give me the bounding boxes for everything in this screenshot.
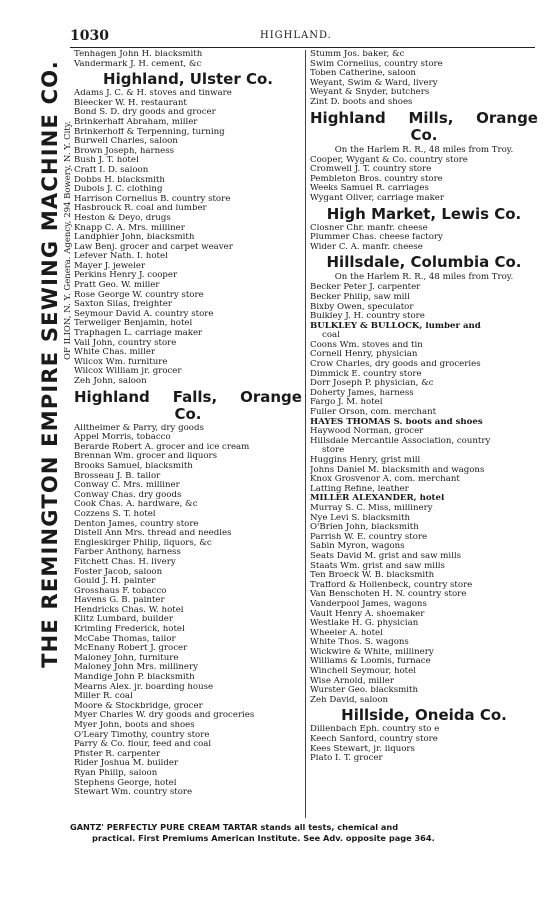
listing-entry: Maloney John, furniture xyxy=(74,653,179,663)
listing-entry-featured: MILLER ALEXANDER, hotel xyxy=(310,494,445,504)
listing-entry: Fargo J. M. hotel xyxy=(310,398,383,408)
listing-entry: Bush J. T. hotel xyxy=(74,156,139,166)
listing-entry: Vail John, country store xyxy=(74,338,177,348)
listing-entry: Wurster Geo. blacksmith xyxy=(310,686,419,696)
footer-line: GANTZ' PERFECTLY PURE CREAM TARTAR stands all tests, chemical and xyxy=(70,822,399,832)
listing-entry: Swim Cornelius, country store xyxy=(310,59,443,69)
listing-entry: Parry & Co. flour, feed and coal xyxy=(74,740,212,750)
section-heading-highland-mills-county: Co. xyxy=(410,125,438,144)
listing-entry: Conway Chas. dry goods xyxy=(74,490,182,500)
listing-entry: Ten Broeck W. B. blacksmith xyxy=(310,571,435,581)
section-heading-hillsdale: Hillsdale, Columbia Co. xyxy=(326,253,522,272)
listing-entry: Stephens George, hotel xyxy=(74,778,177,788)
listing-entry: Cooper, Wygant & Co. country store xyxy=(310,155,468,165)
listing-entry: Gould J. H. painter xyxy=(74,577,156,587)
listing-entry: Zint D. boots and shoes xyxy=(310,97,413,107)
section-heading-highland-mills xyxy=(310,109,538,128)
listing-entry: Appel Morris, tobacco xyxy=(74,433,171,443)
heading-word: Orange xyxy=(240,387,302,406)
listing-entry: Seymour David A. country store xyxy=(74,309,214,319)
listing-entry: Brinkerhaff Abraham, miller xyxy=(74,117,198,127)
listing-entry: Bulkley J. H. country store xyxy=(310,312,425,322)
listing-entry: Cornell Henry, physician xyxy=(310,350,418,360)
listing-entry: Cook Chas. A. hardware, &c xyxy=(74,500,198,510)
listing-entry: Becker Philip, saw mill xyxy=(310,292,410,302)
listing-entry: Adams J. C. & H. stoves and tinware xyxy=(74,89,232,99)
listing-entry: Krimling Frederick, hotel xyxy=(74,625,185,635)
listing-entry: White Chas. miller xyxy=(74,348,156,358)
section-heading-highland-ulster: Highland, Ulster Co. xyxy=(103,70,273,89)
listing-entry: Pembleton Bros. country store xyxy=(310,174,443,184)
section-heading-hillside: Hillside, Oneida Co. xyxy=(341,706,507,725)
listing-entry: Pfister R. carpenter xyxy=(74,749,161,759)
listing-entry: Myer Charles W. dry goods and groceries xyxy=(74,711,255,721)
listing-entry: Saxton Silas, freighter xyxy=(74,300,172,310)
listing-entry: Harrison Cornelius B. country store xyxy=(74,194,231,204)
section-subheading: On the Harlem R. R., 48 miles from Troy. xyxy=(334,272,514,283)
listing-entry: White Thos. S. wagons xyxy=(310,638,409,648)
listing-entry: Seats David M. grist and saw mills xyxy=(310,551,462,561)
listing-entry: Doherty James, harness xyxy=(310,388,414,398)
listing-entry: Berarde Robert A. grocer and ice cream xyxy=(74,442,250,452)
listing-entry: Plato I. T. grocer xyxy=(310,754,383,764)
column-divider xyxy=(305,50,306,818)
listing-entry: Wickwire & White, millinery xyxy=(310,647,434,657)
listing-entry: Zeh John, saloon xyxy=(74,377,147,386)
listing-entry-continued: coal xyxy=(322,331,340,341)
page-title: HIGHLAND. xyxy=(260,30,332,41)
listing-entry: Murray S. C. Miss, millinery xyxy=(310,503,433,513)
listing-entry: Sabin Myron, wagons xyxy=(310,542,405,552)
section-heading-highland-falls xyxy=(74,388,302,407)
listing-entry: Moore & Stockbridge, grocer xyxy=(74,701,203,711)
listing-entry: Wygant Oliver, carriage maker xyxy=(310,193,444,203)
listing-entry: Stumm Jos. baker, &c xyxy=(310,50,405,59)
listing-entry: Hillsdale Mercantile Association, country xyxy=(310,436,491,446)
listing-entry: Bixby Owen, speculator xyxy=(310,302,414,312)
listing-entry: Knapp C. A. Mrs. milliner xyxy=(74,223,185,233)
side-ad-agency: OF ILION, N. Y. Genera. Agency, 294 Bowery, N. Y. City. xyxy=(63,120,73,360)
listing-entry: Mayer J. jeweler xyxy=(74,261,146,271)
listing-entry: Zeh David, saloon xyxy=(310,695,389,705)
listing-entry: Wilcox William jr. grocer xyxy=(74,367,182,377)
listing-entry: Rose George W. country store xyxy=(74,290,204,300)
listing-entry: Toben Catherine, saloon xyxy=(310,69,416,79)
listing-entry: Mandige John P. blacksmith xyxy=(74,673,195,683)
listing-entry: Farber Anthony, harness xyxy=(74,548,181,558)
heading-word: Falls, xyxy=(172,387,218,406)
listing-entry-featured: HAYES THOMAS S. boots and shoes xyxy=(310,417,483,427)
heading-word: Orange xyxy=(476,108,538,127)
listing-entry: Haywood Norman, grocer xyxy=(310,427,424,437)
listing-entry: Mearns Alex. jr. boarding house xyxy=(74,682,214,692)
listing-entry: Dimmick E. country store xyxy=(310,369,422,379)
listing-entry: Westlake H. G. physician xyxy=(310,619,419,629)
listing-entry: Distell Ann Mrs. thread and needles xyxy=(74,529,232,539)
heading-word: Mills, xyxy=(408,108,454,127)
listing-entry: Terweliger Benjamin, hotel xyxy=(74,319,193,329)
listing-entry: Williams & Loomis, furnace xyxy=(310,657,431,667)
listing-entry: Law Benj. grocer and carpet weaver xyxy=(74,242,233,252)
listing-entry: Craft I. D. saloon xyxy=(74,165,149,175)
section-listings-highland-falls xyxy=(74,424,302,798)
listing-entry: Perkins Henry J. cooper xyxy=(74,271,178,281)
section-listings-highland-ulster xyxy=(74,89,302,386)
listing-entry: Wilcox Wm. furniture xyxy=(74,357,168,367)
right-column xyxy=(310,50,538,764)
listing-entry: Havens G. B. painter xyxy=(74,596,165,606)
listing-entry: Myer John, boots and shoes xyxy=(74,721,195,730)
page-header xyxy=(70,28,540,44)
left-column xyxy=(74,50,302,798)
listing-entry: Weyant & Snyder, butchers xyxy=(310,88,430,98)
listing-entry: Hasbrouck R. coal and lumber xyxy=(74,204,207,214)
page-number: 1030 xyxy=(70,28,109,44)
listing-entry: Wheeler A. hotel xyxy=(310,628,383,638)
listing-entry: Rider Joshua M. builder xyxy=(74,759,179,769)
listing-entry: Dobbs H. blacksmith xyxy=(74,175,165,185)
listing-entry: Denton James, country store xyxy=(74,519,199,529)
listing-entry: Conway C. Mrs. milliner xyxy=(74,481,180,491)
listing-entry: Keech Sanford, country store xyxy=(310,735,438,745)
listing-entry: Weyant, Swim & Ward, livery xyxy=(310,78,438,88)
header-rule xyxy=(70,47,535,48)
listing-entry: Coons Wm. stoves and tin xyxy=(310,340,423,350)
section-heading-high-market: High Market, Lewis Co. xyxy=(326,204,522,223)
listing-entry: Maloney John Mrs. millinery xyxy=(74,663,198,673)
listing-entry: Nye Levi S. blacksmith xyxy=(310,513,411,523)
listing-entry: Wise Arnold, miller xyxy=(310,676,394,686)
listing-entry: Brooks Samuel, blacksmith xyxy=(74,461,193,471)
listing-entry: Brennan Wm. grocer and liquors xyxy=(74,452,218,462)
heading-word: Highland xyxy=(74,387,150,406)
listing-entry: Bleecker W. H. restaurant xyxy=(74,98,187,108)
listing-entry: Wider C. A. manfr. cheese xyxy=(310,242,423,252)
listing-entry: Burwell Charles, saloon xyxy=(74,137,178,147)
footer-line: practical. First Premiums American Institute. See Adv. opposite page 364. xyxy=(92,833,435,843)
listing-entry: Landphier John, blacksmith xyxy=(74,233,195,243)
listing-entry: Latting Refine, leather xyxy=(310,484,409,494)
listing-entry: Klitz Lumbard, builder xyxy=(74,615,173,625)
listing-entry: Winchell Seymour, hotel xyxy=(310,667,416,677)
listing-entry: Stewart Wm. country store xyxy=(74,788,193,798)
listing-entry: Huggins Henry, grist mill xyxy=(310,456,421,465)
listing-entry: O'Brien John, blacksmith xyxy=(310,523,419,533)
listing-entry: Engleskirger Philip, liquors, &c xyxy=(74,538,212,548)
footer-advertisement xyxy=(70,822,540,844)
listing-entry: Brinkerhoff & Terpenning, turning xyxy=(74,127,225,137)
listing-entry: Closner Chr. manfr. cheese xyxy=(310,223,428,233)
listing-entry: Knox Grosvenor A. com. merchant xyxy=(310,475,460,485)
listing-entry: Ryan Philip, saloon xyxy=(74,768,158,778)
listing-entry: Dubois J. C. clothing xyxy=(74,185,163,195)
heading-word: Highland xyxy=(310,108,386,127)
listing-entry: Van Benschoten H. N. country store xyxy=(310,590,467,600)
listing-entry: Heston & Deyo, drugs xyxy=(74,213,171,223)
listing-entry: Weeks Samuel R. carriages xyxy=(310,184,429,194)
side-ad-title: THE REMINGTON EMPIRE SEWING MACHINE CO. xyxy=(38,60,62,668)
listing-entry: Fuller Orson, com. merchant xyxy=(310,408,437,418)
listing-entry: Cozzens S. T. hotel xyxy=(74,509,156,519)
listing-entry: Vault Henry A. shoemaker xyxy=(310,609,425,619)
listing-entry: Lefever Nath. I. hotel xyxy=(74,252,168,262)
listing-entry: Hendricks Chas. W. hotel xyxy=(74,605,184,615)
listing-entry: Dorr Joseph P. physician, &c xyxy=(310,379,434,389)
listing-entry: Crow Charles, dry goods and groceries xyxy=(310,360,481,370)
listing-entry: Foster Jacob, saloon xyxy=(74,567,163,577)
listing-entry: Plummer Chas. cheese factory xyxy=(310,233,443,243)
listing-entry: Dillenbach Eph. country sto e xyxy=(310,725,440,735)
listing-entry: Pratt Geo. W. miller xyxy=(74,281,160,291)
section-subheading: On the Harlem R. R., 48 miles from Troy. xyxy=(334,144,514,155)
listing-entry: Johns Daniel M. blacksmith and wagons xyxy=(310,465,485,475)
listing-entry: Fitchett Chas. H. livery xyxy=(74,557,176,567)
listing-entry: Traphagen L. carriage maker xyxy=(74,329,203,339)
listing-entry-featured: BULKLEY & BULLOCK, lumber and xyxy=(310,321,481,331)
listing-entry: O'Leary Timothy, country store xyxy=(74,730,210,740)
listing-entry-continued: store xyxy=(322,446,345,456)
section-heading-highland-falls-county: Co. xyxy=(174,404,202,423)
listing-entry: Alltheimer & Parry, dry goods xyxy=(74,423,204,433)
listing-entry: Trafford & Hollenbeck, country store xyxy=(310,580,473,590)
listing-entry: McEnany Robert J. grocer xyxy=(74,644,188,654)
listing-entry: Kees Stewart, jr. liquors xyxy=(310,744,415,754)
listing-entry: Vandermark J. H. cement, &c xyxy=(74,59,202,69)
listing-entry: Cromwell J. T. country store xyxy=(310,165,432,175)
listing-entry: Vanderpool James, wagons xyxy=(310,599,427,609)
side-advertisement xyxy=(38,60,74,820)
listing-entry: Brosseau J. B. tailor xyxy=(74,471,161,481)
listing-entry: Staats Wm. grist and saw mills xyxy=(310,561,445,571)
listing-entry: Tenhagen John H. blacksmith xyxy=(74,50,203,59)
listing-entry: Becker Peter J. carpenter xyxy=(310,283,421,293)
listing-entry: McCabe Thomas, tailor xyxy=(74,634,176,644)
listing-entry: Grosshaus F. tobacco xyxy=(74,586,167,596)
listing-entry: Miller R. coal xyxy=(74,692,133,702)
listing-entry: Brown Joseph, harness xyxy=(74,146,175,156)
listing-entry: Parrish W. E. country store xyxy=(310,532,428,542)
listing-entry: Bond S. D. dry goods and grocer xyxy=(74,108,216,118)
